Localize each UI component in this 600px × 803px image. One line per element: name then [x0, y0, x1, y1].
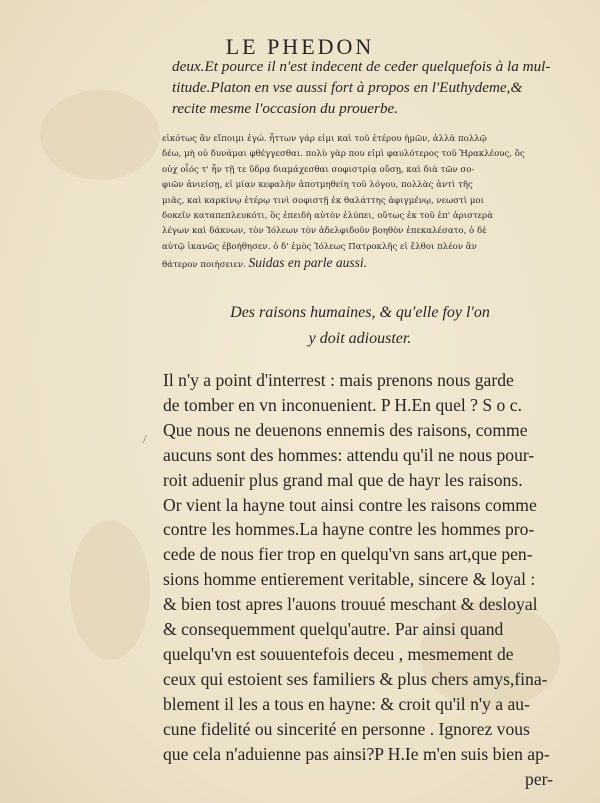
body-line: cune fidelité ou sincerité en personne . Ignorez vous — [163, 718, 530, 739]
body-line: ceux qui estoient ses familiers & plus chers amys,fina- — [163, 668, 548, 689]
body-text — [163, 368, 553, 791]
running-title: LE PHEDON — [225, 34, 375, 59]
body-line: cede de nous fier trop en quelqu'vn sans art,que pen- — [163, 544, 533, 565]
greek-line: εἰκότως ἂν εἴποιμι ἐγώ. ἧττων γάρ εἰμι καὶ τοῦ ἑτέρου ἡμῶν, ἀλλὰ πολλῷ — [162, 134, 487, 144]
body-line: sions homme entierement veritable, sincere & loyal : — [163, 569, 536, 590]
paper-stain — [40, 90, 160, 180]
section-heading — [195, 300, 525, 352]
body-line: aucuns sont des hommes: attendu qu'il ne nous pour- — [163, 444, 535, 465]
body-line: & consequemment quelqu'autre. Par ainsi quand — [163, 619, 504, 640]
greek-line: φιῶν ἀνιείσῃ, εἰ μίαν κεφαλὴν ἀποτμηθείη τοῦ λόγου, πολλὰς ἀντὶ τῆς — [162, 180, 473, 191]
heading-line: y doit adiouster. — [308, 330, 412, 347]
body-line: & bien tost apres l'auons trouué meschant & desloyal — [163, 594, 538, 615]
body-line: Or vient la hayne tout ainsi contre les raisons comme — [163, 494, 537, 515]
italic-commentary — [172, 56, 550, 119]
greek-line: αὐτῷ ἱκανῶς ἐβοήθησεν. ὁ δ' ἐμὸς Ἰόλεως Πατροκλῆς εἰ ἔλθοι πλέον ἂν — [162, 241, 477, 252]
commentary-line: titude.Platon en vse aussi fort à propos en l'Euthydeme,& — [172, 79, 523, 96]
body-line: Il n'y a point d'interrest : mais prenons nous garde — [163, 370, 514, 390]
margin-mark: / — [143, 432, 147, 446]
body-line: que cela n'aduienne pas ainsi?P H.Ie m'en suis bien ap- — [163, 743, 550, 764]
commentary-line: recite mesme l'occasion du prouerbe. — [172, 100, 399, 117]
commentary-line: deux.Et pource il n'est indecent de ceder quelquefois à la mul- — [172, 58, 551, 75]
greek-line: λέγων καὶ δάκνων, τὸν Ἰόλεων τὸν ἀδελφιδοῦν βοηθὸν ἐπεκαλέσατο, ὁ δὲ — [162, 226, 487, 237]
greek-line-last — [162, 255, 557, 273]
greek-line: δέω, μὴ οὐ δυνάμαι φθέγγεσθαι. πολὺ γὰρ που εἰμὶ φαυλότερος τοῦ Ἡρακλέους, ὃς — [162, 149, 525, 160]
body-line: de tomber en vn inconuenient. P H.En quel ? S o c. — [163, 394, 522, 415]
body-line: quelqu'vn est souuentefois deceu , mesmement de — [163, 643, 514, 664]
heading-line: Des raisons humaines, & qu'elle foy l'on — [230, 304, 490, 321]
greek-quotation — [162, 132, 557, 274]
greek-line: μιᾶς, καὶ καρκίνῳ ἑτέρῳ τινὶ σοφιστῇ ἐκ θαλάττης ἀφιγμένῳ, νεωστὶ μοι — [162, 195, 484, 206]
catchword: per- — [525, 768, 553, 789]
greek-line: δοκεῖν καταπεπλευκότι, ὃς ἐπειδὴ αὐτὸν ἐλύπει, οὕτως ἐκ τοῦ ἐπ' ἀριστερὰ — [162, 211, 494, 222]
greek-line: θάτερον ποιήσειεν. — [162, 260, 246, 271]
body-line: contre les hommes.La hayne contre les hommes pro- — [163, 519, 535, 540]
body-line: blement il les a tous en hayne: & croit qu'il n'y a au- — [163, 693, 530, 714]
paper-stain — [70, 520, 150, 660]
body-line: roit aduenir plus grand mal que de hayr les raisons. — [163, 469, 523, 490]
source-note: Suidas en parle aussi. — [248, 255, 368, 271]
greek-line: οὐχ οἷός τ' ἦν τῇ τε ὕδρᾳ διαμάχεσθαι σοφιστρίᾳ οὔσῃ, καὶ διὰ τῶν σο- — [162, 164, 475, 175]
body-line: Que nous ne deuenons ennemis des raisons, comme — [163, 419, 528, 440]
